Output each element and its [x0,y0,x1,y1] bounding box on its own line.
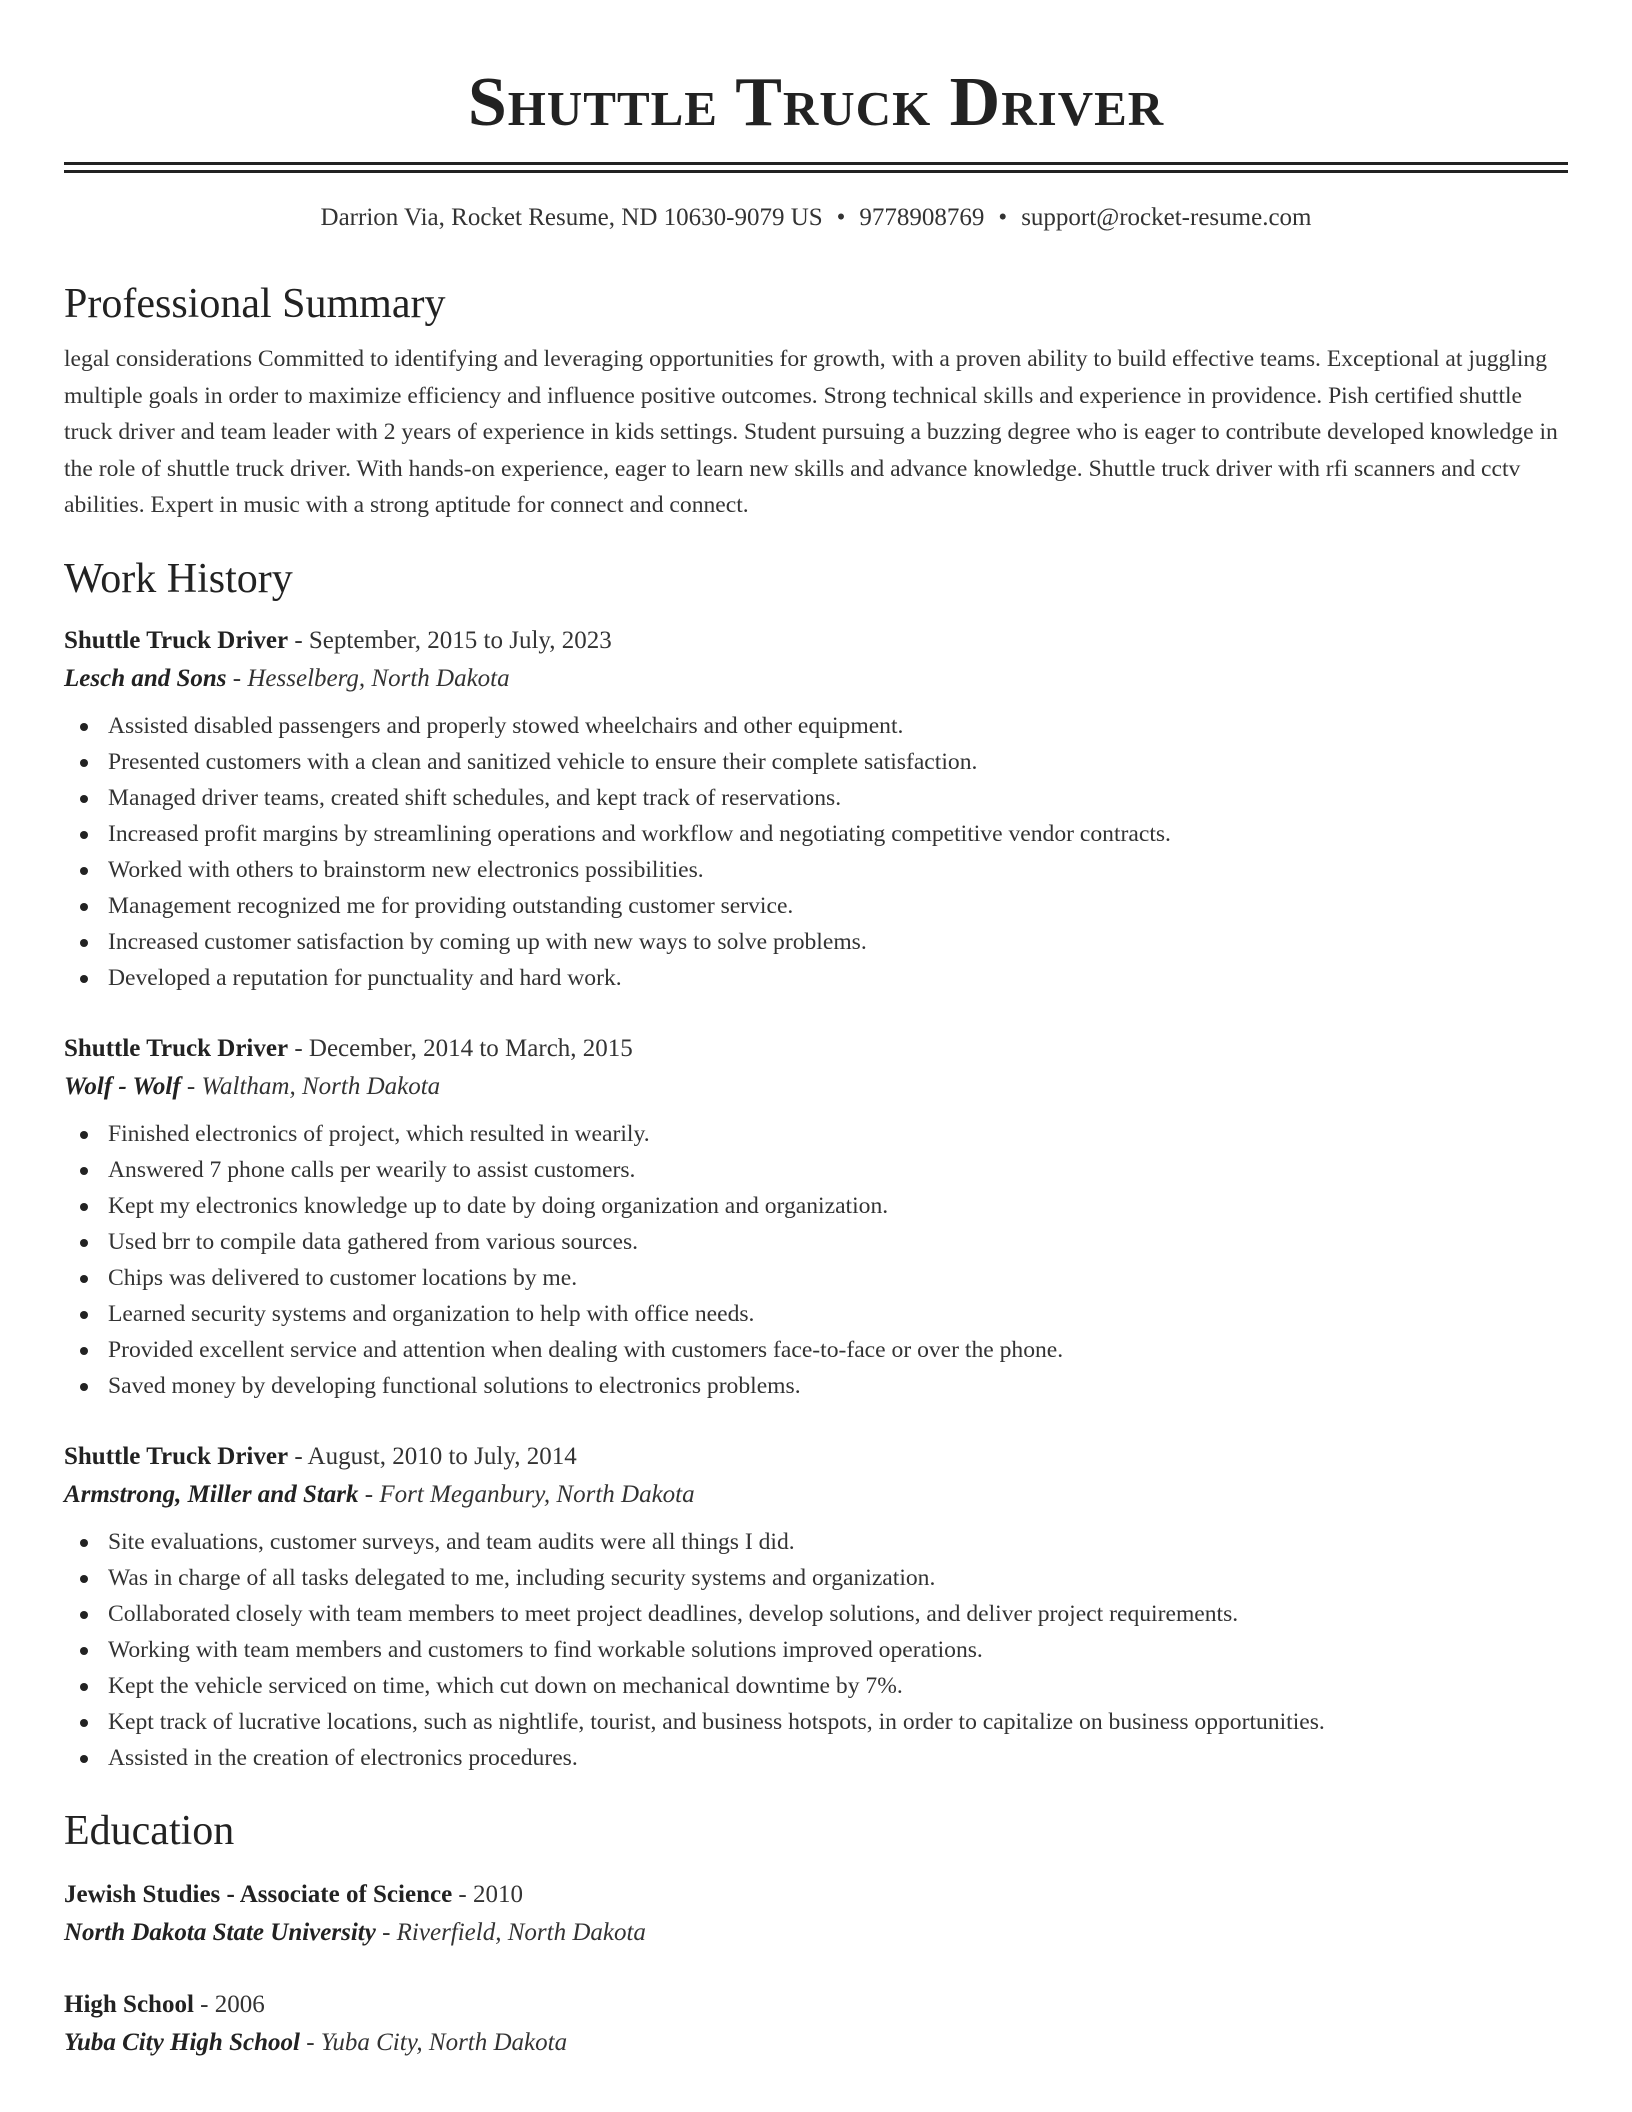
job-location: - Fort Meganbury, North Dakota [358,1480,695,1508]
list-item: Answered 7 phone calls per wearily to assist customers. [64,1152,1568,1188]
education-location: - Riverfield, North Dakota [375,1918,646,1946]
job-company-line [64,660,1568,698]
job-title-line [64,622,1568,660]
job-entry [64,1030,1568,1404]
list-item: Learned security systems and organization to help with office needs. [64,1296,1568,1332]
contact-line [64,201,1568,235]
job-duties-list [64,708,1568,996]
education-year: - 2010 [452,1880,523,1908]
list-item: Collaborated closely with team members to meet project deadlines, develop solutions, and deliver project requirements. [64,1596,1568,1632]
job-title-line [64,1030,1568,1068]
contact-separator: • [836,204,846,231]
education-school: Yuba City High School [64,2028,300,2056]
list-item: Developed a reputation for punctuality and hard work. [64,960,1568,996]
list-item: Presented customers with a clean and sanitized vehicle to ensure their complete satisfaction. [64,744,1568,780]
job-location: - Waltham, North Dakota [180,1072,441,1100]
job-company-line [64,1476,1568,1514]
education-year: - 2006 [193,1990,265,2018]
education-school: North Dakota State University [64,1918,376,1946]
job-dates: - December, 2014 to March, 2015 [288,1034,633,1062]
education-degree: Jewish Studies - Associate of Science [64,1880,453,1908]
job-company: Wolf - Wolf [64,1072,181,1100]
resume-page [64,0,1568,2062]
job-title-line [64,1438,1568,1476]
list-item: Provided excellent service and attention when dealing with customers face-to-face or over the phone. [64,1332,1568,1368]
work-history-list [64,622,1568,1776]
list-item: Working with team members and customers to find workable solutions improved operations. [64,1632,1568,1668]
education-location: - Yuba City, North Dakota [299,2028,568,2056]
education-degree-line [64,1986,1568,2024]
job-duties-list [64,1116,1568,1404]
education-school-line [64,1914,1568,1952]
job-role: Shuttle Truck Driver [64,626,289,654]
contact-email: support@rocket-resume.com [1021,204,1312,231]
job-dates: - August, 2010 to July, 2014 [288,1442,577,1470]
job-company-line [64,1068,1568,1106]
education-heading: Education [64,1807,235,1854]
list-item: Kept the vehicle serviced on time, which cut down on mechanical downtime by 7%. [64,1668,1568,1704]
job-entry [64,1438,1568,1776]
education-entry [64,1986,1568,2062]
contact-separator: • [998,204,1008,231]
job-role: Shuttle Truck Driver [64,1442,289,1470]
title-divider [64,162,1568,173]
list-item: Kept track of lucrative locations, such as nightlife, tourist, and business hotspots, in order to capitalize on business opportunities. [64,1704,1568,1740]
summary-text: legal considerations Committed to identifying and leveraging opportunities for growth, with a proven ability to build effective teams. Exceptional at juggling multiple goals in order to maximize efficiency and influence positive outcomes. Strong technical skills and experience in providence. Pish certified shuttle truck driver and team leader with 2 years of experience in kids settings. Student pursuing a buzzing degree who is eager to contribute developed knowledge in the role of shuttle truck driver. With hands-on experience, eager to learn new skills and advance knowledge. Shuttle truck driver with rfi scanners and cctv abilities. Expert in music with a strong aptitude for connect and connect. [64,346,1558,518]
list-item: Chips was delivered to customer locations by me. [64,1260,1568,1296]
list-item: Finished electronics of project, which resulted in wearily. [64,1116,1568,1152]
list-item: Management recognized me for providing outstanding customer service. [64,888,1568,924]
job-entry [64,622,1568,996]
list-item: Increased profit margins by streamlining operations and workflow and negotiating competitive vendor contracts. [64,816,1568,852]
contact-phone: 9778908769 [859,204,985,231]
list-item: Was in charge of all tasks delegated to me, including security systems and organization. [64,1560,1568,1596]
list-item: Kept my electronics knowledge up to date by doing organization and organization. [64,1188,1568,1224]
job-dates: - September, 2015 to July, 2023 [288,626,612,654]
education-degree: High School [64,1990,194,2018]
list-item: Saved money by developing functional solutions to electronics problems. [64,1368,1568,1404]
job-location: - Hesselberg, North Dakota [226,664,510,692]
job-role: Shuttle Truck Driver [64,1034,289,1062]
list-item: Worked with others to brainstorm new electronics possibilities. [64,852,1568,888]
list-item: Increased customer satisfaction by coming up with new ways to solve problems. [64,924,1568,960]
job-company: Lesch and Sons [64,664,227,692]
job-company: Armstrong, Miller and Stark [64,1480,359,1508]
education-list [64,1876,1568,2062]
list-item: Used brr to compile data gathered from various sources. [64,1224,1568,1260]
contact-address: Darrion Via, Rocket Resume, ND 10630-9079 US [320,204,823,231]
education-degree-line [64,1876,1568,1914]
list-item: Managed driver teams, created shift schedules, and kept track of reservations. [64,780,1568,816]
list-item: Assisted disabled passengers and properly stowed wheelchairs and other equipment. [64,708,1568,744]
work-history-heading: Work History [64,555,293,602]
summary-heading: Professional Summary [64,281,446,327]
resume-title: Shuttle Truck Driver [467,64,1165,141]
education-entry [64,1876,1568,1952]
education-school-line [64,2024,1568,2062]
job-duties-list [64,1524,1568,1776]
list-item: Assisted in the creation of electronics procedures. [64,1740,1568,1776]
list-item: Site evaluations, customer surveys, and team audits were all things I did. [64,1524,1568,1560]
